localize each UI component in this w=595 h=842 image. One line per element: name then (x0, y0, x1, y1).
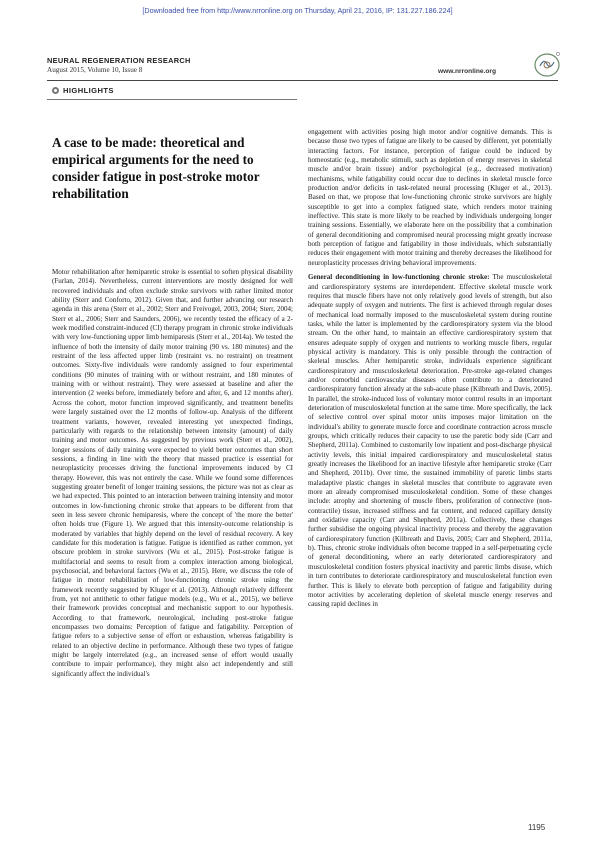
journal-logo-icon (532, 50, 562, 78)
download-notice: [Downloaded free from http://www.nrronline.org on Thursday, April 21, 2016, IP: 131.227.186.224] (142, 6, 453, 15)
page-number: 1195 (528, 823, 546, 832)
left-column-text: Motor rehabilitation after hemiparetic stroke is essential to soften physical disability (Furlan, 2014). Nevertheless, current interventions are mostly designed for well recovered individuals and often exclude stroke survivors with rather limited motor ability (Sterr and Conforto, 2012). Given that, and further advancing our research agenda in this arena (Sterr et al., 2002; Sterr and Freivogel, 2003, 2004; Sterr, 2004; Sterr et al., 2006; Sterr and Saunders, 2006), we recently tested the efficacy of a 2-week modified constraint-induced (CI) therapy program in chronic stroke individuals with very low-functioning upper limb hemiparesis (Sterr et al., 2014a). We tested the influence of both the intensity of daily motor training (90 vs. 180 minutes) and the restraint of the less affected upper limb (restraint vs. no restraint) on treatment outcomes. Sixty-five individuals were randomly assigned to four experimental conditions (90 minutes of training with or without restraint, and 180 minutes of training with or without restraint). They were assessed at baseline and after the intervention (2 weeks before, immediately before and after, 6, and 12 months after). Across the cohort, motor function improved significantly, and treatment benefits were largely sustained over the 12 months of follow-up. Analysis of the different treatment variants, however, revealed interesting yet unexpected findings, particularly with regards to the relationship between intensity (amount) of daily training and motor outcomes. As suggested by previous work (Sterr et al., 2002), longer sessions of daily training were expected to yield better outcomes than short sessions, a finding in line with the theory that massed practice is essential for neuroplasticity processes driving the functional improvements induced by CI therapy. However, this was not entirely the case. While we found some differences suggesting greater benefit of longer training sessions, the picture was not as clear as we had expected. This pointed to an interaction between training intensity and motor outcomes in low-functioning chronic stroke that appears to be different from that seen in less severe chronic hemiparesis, where the concept of 'the more the better' often holds true (Figure 1). We argued that this intensity-outcome relationship is moderated by variables that highly depend on the level of residual recovery. A key candidate for this moderation is fatigue. Fatigue is identified as rather common, yet obscure problem in stroke survivors (Wu et al., 2015). Post-stroke fatigue is multifactorial and seems to result from a complex interaction among biological, psychosocial, and behavioral factors (Wu et al., 2015). Here, we discuss the role of fatigue in motor rehabilitation of low-functioning chronic stroke using the framework recently suggested by Kluger et al. (2013). Although relatively different from, yet not antithetic to other fatigue models (e.g., Wu et al., 2015), we believe their framework provides conceptual and mechanistic support to our hypothesis. According to that framework, neurological, including post-stroke fatigue encompasses two domains: Perception of fatigue and fatigability. Perception of fatigue refers to a subjective sense of effort or exhaustion, whereas fatigability is related to an objective decline in performance. Although these two types of fatigue might be largely interrelated (e.g., an increased sense of effort would usually contribute to impair performance), they might also act independently and still significantly affect the individual's (52, 268, 293, 678)
right-column-intro: engagement with activities posing high motor and/or cognitive demands. This is because those two types of fatigue are likely to be caused by different, yet potentially interacting factors. For instance, perception of fatigue could be induced by homeostatic (e.g., metabolic stimuli, such as depletion of energy reserves in skeletal muscle and/or brain tissue) and/or psychological (e.g., decreased motivation) mechanisms, while fatigability could occur due to declines in skeletal muscle force production and/or deficits in task-related neural processing (Kluger et al., 2013). Based on that, we propose that low-functioning chronic stroke survivors are highly susceptible to get into a complex fatigued state, which renders motor training ineffective. This state is more likely to be reached by individuals undergoing longer training sessions. Essentially, we elaborate here on the possibility that a combination of general deconditioning and compromised neural processing might greatly increase both perception of fatigue and fatigability in those individuals, which substantially reduces their engagement with motor training and thereby decreases the likelihood for neuroplasticity processes driving behavioral improvements. (308, 128, 552, 267)
section-subheading: General deconditioning in low-functioning chronic stroke: (308, 273, 490, 282)
section-rule (47, 99, 297, 100)
right-column (308, 128, 552, 610)
issue-info: August 2015, Volume 10, Issue 8 (47, 66, 143, 74)
section-label (52, 86, 114, 95)
journal-website: www.nrronline.org (438, 68, 497, 75)
left-column (52, 268, 293, 679)
right-column-body: The musculoskeletal and cardiorespiratory systems are interdependent. Effective skeletal muscle work requires that muscle fibers have not only relatively good levels of strength, but also adequate supply of oxygen and nutrients. The first is achieved through regular doses of mechanical load normally imposed to the musculoskeletal system during routine tasks, while the latter is implemented by the cardiorespiratory system via the blood stream. On the other hand, to maintain an effective cardiorespiratory system that ensures adequate supply of oxygen and nutrients to working muscle fibers, regular physical activity is mandatory. This is only possible through the contraction of skeletal muscles. After hemiparetic stroke, individuals experience significant cardiorespiratory and musculoskeletal deterioration. Pre-stroke age-related changes and/or comorbid cardiovascular diseases often contribute to a deteriorated cardiorespiratory function already at the sub-acute phase (Kilbreath and Davis, 2005). In parallel, the stroke-induced loss of voluntary motor control results in an important deterioration of musculoskeletal function at the same time. More specifically, the lack of selective control over spinal motor units imposes major limitation on the individual's ability to generate muscle force and coordinate contraction across muscle groups, which critically reduces their capacity to use the paretic body side (Carr and Shepherd, 2011a). Combined to customarily low inpatient and post-discharge physical activity levels, this initial impaired cardiorespiratory and musculoskeletal status greatly increases the likelihood for an inactive lifestyle after hemiparetic stroke (Carr and Shepherd, 2011b). Over time, the sustained immobility of paretic limbs starts maladaptive plastic changes in skeletal muscles that contribute to aggravate even more an already compromised musculoskeletal condition. Some of these changes include: atrophy and shortening of muscle fibers, proliferation of connective (non-contractile) tissue, increased stiffness and fat content, and reduced capillary density and oxidative capacity (Carr and Shepherd, 2011a). Collectively, these changes further subsidise the ongoing physical inactivity process and thereby the aggravation of cardiorespiratory function (Kilbreath and Davis, 2005; Carr and Shepherd, 2011a, b). Thus, chronic stroke individuals often become trapped in a self-perpetuating cycle of general deconditioning, where an early deteriorated cardiorespiratory and musculoskeletal condition fosters physical inactivity and paretic limbs disuse, which in turn contributes to deteriorate cardiorespiratory and musculoskeletal function even further. This is likely to elevate both perception of fatigue and fatigability during motor activities by accelerating depletion of skeletal muscle energy reserves and causing rapid declines in (308, 273, 552, 609)
bullet-circle-icon (52, 87, 59, 94)
article-title: A case to be made: theoretical and empirical arguments for the need to consider fatigue in post-stroke motor rehabilitation (52, 135, 260, 201)
section-label-text: HIGHLIGHTS (63, 86, 114, 95)
journal-name: NEURAL REGENERATION RESEARCH (47, 56, 191, 65)
right-column-section (308, 273, 552, 609)
header-rule (47, 80, 558, 81)
